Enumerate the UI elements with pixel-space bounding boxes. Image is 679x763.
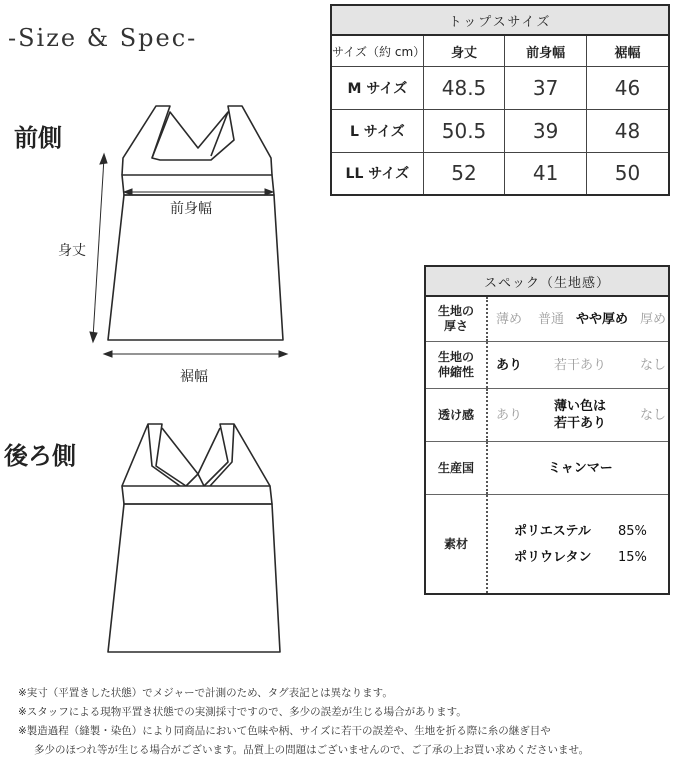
back-strap-cross (186, 474, 204, 486)
chest-arrow (124, 189, 273, 195)
size-value: 46 (586, 67, 668, 110)
spec-key-thickness: 生地の 厚さ (426, 297, 488, 341)
table-row (332, 109, 668, 152)
front-right-strap (198, 106, 272, 175)
size-row-label: M サイズ (332, 67, 423, 110)
spec-option: 厚め (640, 312, 667, 327)
note-line: 多少のほつれ等が生じる場合がございます。品質上の問題はございませんので、ご了承の上お買い求めくださいませ。 (34, 744, 590, 756)
size-value: 37 (505, 67, 587, 110)
spec-row-stretch (426, 342, 668, 389)
spec-row-origin (426, 442, 668, 495)
back-band-outline (122, 486, 272, 504)
front-neckline (152, 112, 228, 158)
back-left-strap (122, 424, 186, 486)
spec-row-thickness (426, 297, 668, 342)
note-line: ※スタッフによる現物平置き状態での実測採寸ですので、多少の誤差が生じる場合があります。 (18, 706, 467, 718)
length-arrow (90, 154, 107, 342)
spec-option-selected: あり (496, 358, 523, 373)
size-value: 50 (586, 152, 668, 194)
hem-label: 裾幅 (180, 369, 208, 385)
spec-origin-value: ミャンマー (548, 461, 613, 476)
spec-option-selected: やや厚め (576, 312, 629, 327)
back-right-strap (204, 424, 270, 486)
table-row (332, 67, 668, 110)
size-table (330, 4, 670, 196)
back-view-label: 後ろ側 (4, 442, 76, 470)
size-value: 52 (423, 152, 505, 194)
size-row-label: LL サイズ (332, 152, 423, 194)
spec-key-origin: 生産国 (426, 442, 488, 494)
back-garment-diagram (100, 416, 300, 658)
length-label: 身丈 (58, 243, 86, 259)
spec-option: なし (640, 358, 667, 373)
spec-table (424, 265, 670, 595)
spec-key-material: 素材 (426, 495, 488, 593)
front-view-label: 前側 (14, 124, 62, 152)
size-value: 48.5 (423, 67, 505, 110)
size-value: 48 (586, 109, 668, 152)
spec-key-stretch: 生地の 伸縮性 (426, 342, 488, 388)
size-header-size: サイズ（約 cm） (332, 36, 423, 67)
spec-option: あり (496, 408, 523, 423)
material-name: ポリウレタン (514, 550, 592, 565)
size-value: 39 (505, 109, 587, 152)
front-left-strap (122, 106, 198, 175)
spec-key-sheer: 透け感 (426, 389, 488, 441)
spec-option: 普通 (538, 312, 565, 327)
size-header-chest: 前身幅 (505, 36, 587, 67)
page-title: -Size & Spec- (8, 24, 198, 52)
material-percent: 85% (618, 524, 647, 539)
size-header-hem: 裾幅 (586, 36, 668, 67)
size-header-length: 身丈 (423, 36, 505, 67)
size-table-header-row (332, 36, 668, 67)
back-body-outline (108, 504, 280, 652)
spec-option: 薄め (496, 312, 523, 327)
material-name: ポリエステル (514, 524, 591, 539)
hem-arrow (104, 351, 287, 357)
size-row-label: L サイズ (332, 109, 423, 152)
notes (18, 684, 589, 760)
spec-row-sheer (426, 389, 668, 442)
chest-label: 前身幅 (170, 201, 212, 217)
size-value: 41 (505, 152, 587, 194)
note-line: ※実寸（平置きした状態）でメジャーで計測のため、タグ表記とは異なります。 (18, 687, 393, 699)
spec-table-title: スペック（生地感） (426, 267, 668, 297)
spec-option-selected: 薄い色は 若干あり (554, 399, 607, 431)
size-value: 50.5 (423, 109, 505, 152)
size-table-title: トップスサイズ (332, 6, 668, 36)
spec-option: 若干あり (554, 358, 607, 373)
table-row (332, 152, 668, 194)
back-strap-inner-left (148, 424, 180, 486)
back-strap-inner (162, 428, 220, 474)
size-table-grid (332, 36, 668, 194)
spec-option: なし (640, 408, 667, 423)
front-garment-diagram (80, 100, 300, 380)
material-percent: 15% (618, 550, 647, 565)
spec-row-material (426, 495, 668, 593)
note-line: ※製造過程（縫製・染色）により同商品において色味や柄、サイズに若干の誤差や、生地を折る際に糸の継ぎ目や (18, 725, 551, 737)
